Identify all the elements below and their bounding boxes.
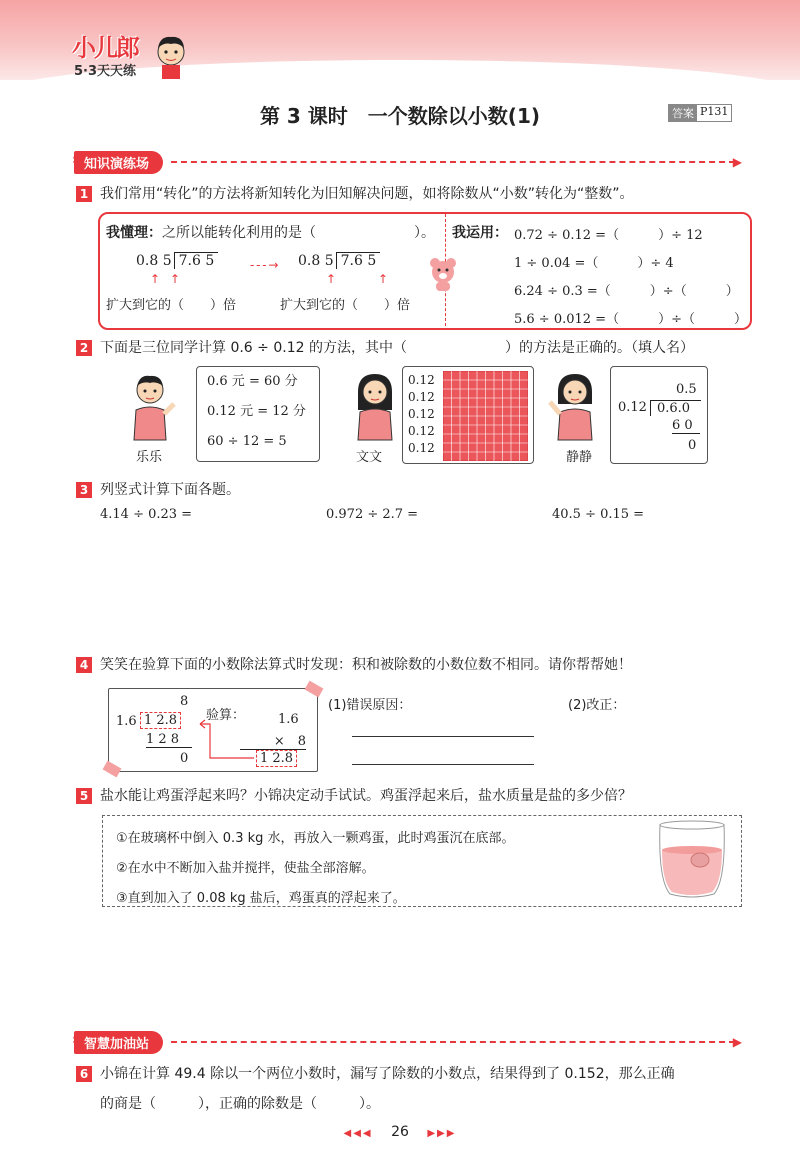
prev-arrows-icon: ◀◀◀ <box>343 1128 373 1139</box>
question-text: 笑笑在验算下面的小数除法算式时发现：积和被除数的小数位数不相同。请你帮帮她！ <box>100 657 632 673</box>
step-item: ②在水中不断加入盐并搅拌，使盐全部溶解。 <box>116 861 375 876</box>
divider-line <box>171 161 735 163</box>
expand-2[interactable]: 扩大到它的（ ）倍 <box>280 298 411 313</box>
question-number: 3 <box>76 482 92 498</box>
section-title: 知识演练场 <box>74 151 163 174</box>
answer-line[interactable] <box>352 736 534 737</box>
problem-3[interactable]: 40.5 ÷ 0.15 = <box>552 507 645 522</box>
q4-rem: 0 <box>180 751 189 766</box>
reason-label: (1)错误原因： <box>328 698 412 713</box>
q4-divisor: 1.6 <box>116 714 137 729</box>
q5-steps <box>116 824 515 914</box>
section-title: 智慧加油站 <box>74 1031 163 1054</box>
brand-subtitle: 5·3天天练 <box>74 64 137 79</box>
divisor: 0.8 5 <box>298 253 334 269</box>
question-3 <box>76 480 776 500</box>
fix-label: (2)改正： <box>568 698 626 713</box>
wenwen-label: 0.12 <box>408 424 435 438</box>
answer-label: 答案 <box>669 105 697 121</box>
arrow-right-icon: ▶ <box>732 1035 742 1049</box>
expand-1[interactable]: 扩大到它的（ ）倍 <box>106 298 237 313</box>
question-text: 我们常用“转化”的方法将新知转化为旧知解决问题，如将除数从“小数”转化为“整数”。 <box>100 186 634 202</box>
dividend: 7.6 5 <box>336 252 381 269</box>
page-title: 第 3 课时 一个数除以小数(1) <box>259 104 541 128</box>
arrow-up-icon: ↑ <box>326 272 337 286</box>
arrow-right-icon: ▶ <box>732 155 742 169</box>
apply-label: 我运用： <box>452 225 508 241</box>
step-item: ①在玻璃杯中倒入 0.3 kg 水，再放入一颗鸡蛋，此时鸡蛋沉在底部。 <box>116 831 515 846</box>
bear-icon <box>428 256 458 292</box>
jingjing-sub: 6 0 <box>672 418 700 434</box>
answer-line[interactable] <box>352 764 534 765</box>
lele-card <box>196 366 320 462</box>
dashed-arrow-icon: - - - → <box>250 258 278 272</box>
question-1 <box>76 184 776 204</box>
girl-wenwen-icon <box>350 370 400 442</box>
question-5 <box>76 786 776 806</box>
q4-sub: 1 2 8 <box>146 732 192 748</box>
question-text[interactable]: 下面是三位同学计算 0.6 ÷ 0.12 的方法，其中（ ）的方法是正确的。（填人名） <box>100 340 694 356</box>
answer-page: P131 <box>700 105 729 118</box>
divisor: 0.8 5 <box>136 253 172 269</box>
answer-tag[interactable] <box>668 104 732 122</box>
question-text-line1: 小锦在计算 49.4 除以一个两位小数时，漏写了除数的小数点，结果得到了 0.152，那么正确 <box>100 1066 675 1082</box>
wenwen-label: 0.12 <box>408 373 435 387</box>
apply-item[interactable]: 6.24 ÷ 0.3 =（ ）÷（ ） <box>514 284 739 299</box>
jingjing-rem: 0 <box>688 438 697 453</box>
apply-item[interactable]: 5.6 ÷ 0.012 =（ ）÷（ ） <box>514 312 747 327</box>
section-banner-practice <box>52 150 742 174</box>
step-item: ③直到加入了 0.08 kg 盐后，鸡蛋真的浮起来了。 <box>116 891 406 906</box>
division-1 <box>136 253 218 269</box>
section-banner-wisdom <box>52 1030 742 1054</box>
apply-list <box>514 222 747 334</box>
arrow-up-icon: ↑ <box>150 272 161 286</box>
name-jingjing: 静静 <box>566 450 593 465</box>
arrow-up-icon: ↑ <box>170 272 181 286</box>
question-4 <box>76 655 776 675</box>
boy-mascot-icon <box>150 32 192 80</box>
jingjing-divisor: 0.12 <box>618 400 647 415</box>
name-wenwen: 文文 <box>356 450 383 465</box>
question-number: 2 <box>76 340 92 356</box>
divider-line <box>171 1041 735 1043</box>
arrow-up-icon: ↑ <box>378 272 389 286</box>
understand-blank[interactable]: 之所以能转化利用的是（ ）。 <box>162 225 435 241</box>
page-footer <box>0 1124 800 1140</box>
question-6-line2[interactable]: 的商是（ ），正确的除数是（ ）。 <box>100 1096 380 1112</box>
dividend: 7.6 5 <box>174 252 219 269</box>
question-text: 列竖式计算下面各题。 <box>100 482 240 498</box>
q4-quotient: 8 <box>180 694 189 709</box>
question-number: 1 <box>76 186 92 202</box>
problem-1[interactable]: 4.14 ÷ 0.23 = <box>100 507 193 522</box>
understand-row <box>106 222 435 242</box>
name-lele: 乐乐 <box>136 450 163 465</box>
next-arrows-icon: ▶▶▶ <box>427 1128 457 1139</box>
jingjing-dividend: 0.6.0 <box>650 400 701 416</box>
check-result: 1 2.8 <box>256 750 297 767</box>
question-text: 盐水能让鸡蛋浮起来吗？小锦决定动手试试。鸡蛋浮起来后，盐水质量是盐的多少倍？ <box>100 788 632 804</box>
glass-of-water-icon <box>656 820 728 900</box>
wenwen-labels <box>408 372 435 457</box>
wenwen-label: 0.12 <box>408 390 435 404</box>
question-number: 6 <box>76 1066 92 1082</box>
brand-logo: 小儿郎 <box>72 34 138 62</box>
hundred-grid <box>443 371 528 461</box>
lele-line: 60 ÷ 12 = 5 <box>207 434 287 449</box>
question-6 <box>76 1064 776 1084</box>
girl-jingjing-icon <box>548 370 598 442</box>
apply-item[interactable]: 1 ÷ 0.04 =（ ）÷ 4 <box>514 256 674 271</box>
q4-dividend: 1 2.8 <box>140 712 181 729</box>
question-number: 5 <box>76 788 92 804</box>
check-top: 1.6 <box>278 712 299 727</box>
lele-line: 0.6 元 = 60 分 <box>207 374 298 389</box>
question-2 <box>76 338 776 358</box>
red-arrow-icon <box>196 718 258 764</box>
wenwen-label: 0.12 <box>408 441 435 455</box>
double-arrow-icon: » <box>72 152 82 168</box>
wenwen-label: 0.12 <box>408 407 435 421</box>
check-label: 验算： <box>206 708 246 723</box>
apply-section <box>452 222 508 242</box>
apply-item[interactable]: 0.72 ÷ 0.12 =（ ）÷ 12 <box>514 228 703 243</box>
jingjing-quotient: 0.5 <box>676 382 697 397</box>
understand-label: 我懂理： <box>106 225 162 241</box>
double-arrow-icon: » <box>72 1032 82 1048</box>
problem-2[interactable]: 0.972 ÷ 2.7 = <box>326 507 419 522</box>
question-number: 4 <box>76 657 92 673</box>
division-2 <box>298 253 380 269</box>
page-number: 26 <box>391 1124 409 1140</box>
check-mul: × 8 <box>240 730 306 750</box>
lele-line: 0.12 元 = 12 分 <box>207 404 306 419</box>
boy-lele-icon <box>128 370 178 442</box>
